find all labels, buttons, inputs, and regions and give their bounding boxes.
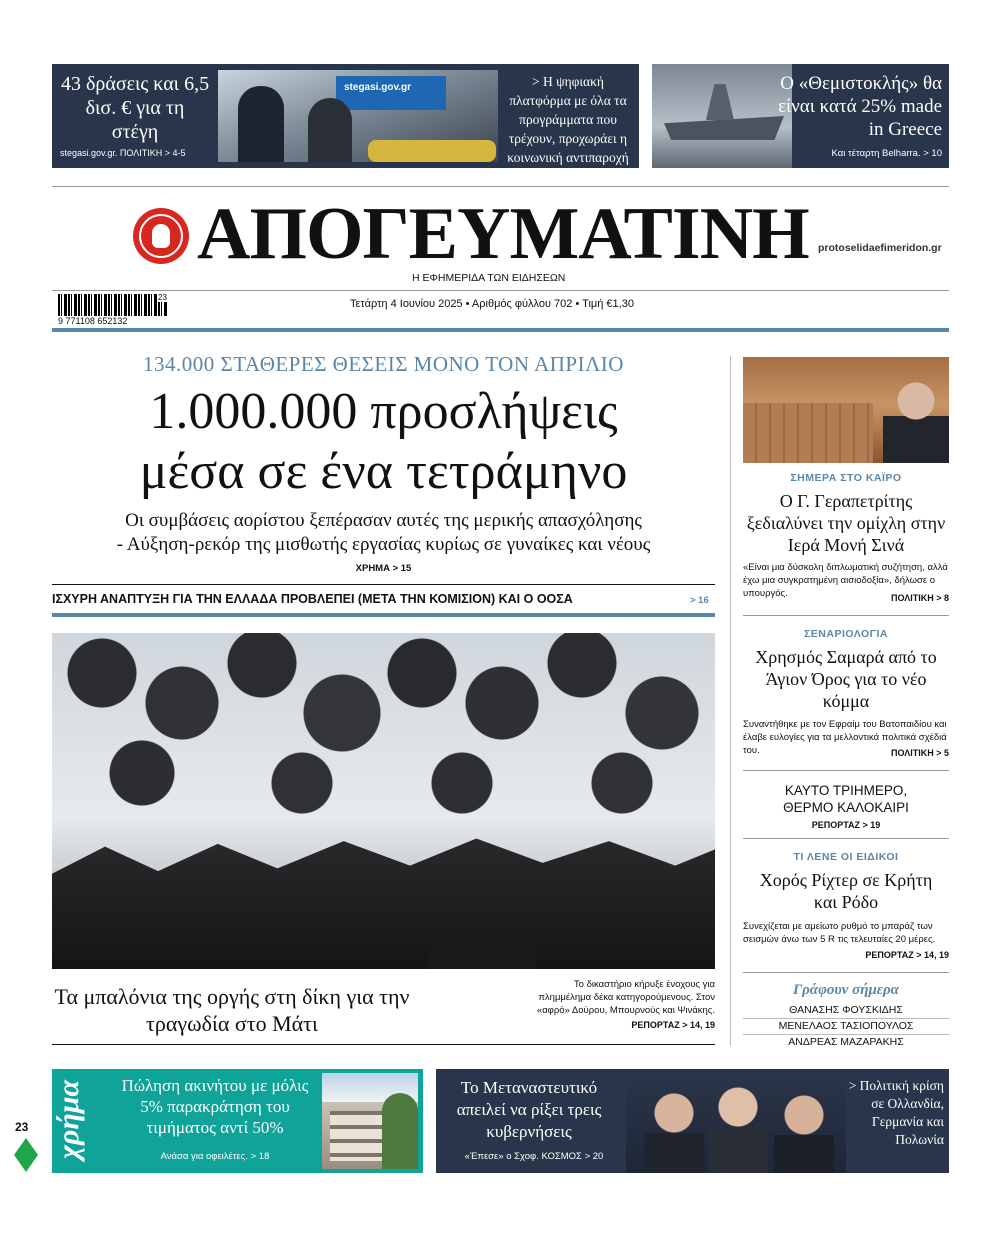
bottom-left-ref: Ανάσα για οφειλέτες. > 18 [160,1151,270,1162]
top-banner-left-footer: stegasi.gov.gr. ΠΟΛΙΤΙΚΗ > 4-5 [60,148,186,158]
masthead-watermark: protoselidaefimeridon.gr [818,242,942,254]
writer-name[interactable]: ΜΕΝΕΛΑΟΣ ΤΑΣΙΟΠΟΥΛΟΣ [778,1020,914,1032]
top-banner-right-footer: Και τέταρτη Belharra. > 10 [831,148,942,159]
masthead-subtitle: Η ΕΦΗΜΕΡΙΔΑ ΤΩΝ ΕΙΔΗΣΕΩΝ [412,272,566,284]
lead-strap-bottom-rule [52,613,715,617]
dateline: Τετάρτη 4 Ιουνίου 2025 • Αριθμός φύλλου 702 • Τιμή €1,30 [350,298,634,310]
frigate-mast [706,84,734,120]
writer-name[interactable]: ΘΑΝΑΣΗΣ ΦΟΥΣΚΙΔΗΣ [789,1004,903,1016]
leader-portrait [644,1087,704,1173]
balloons-photo[interactable] [52,633,715,969]
masthead-mid-rule [52,290,949,291]
crying-woman [427,929,537,969]
person-silhouette [238,86,284,162]
writers-title: Γράφουν σήμερα [793,982,899,998]
page-marker: 23 [15,1120,29,1134]
lead-ref[interactable]: ΧΡΗΜΑ > 15 [355,563,412,574]
barcode-issue: 23 [158,293,167,302]
top-banner-left-headline: 43 δράσεις και 6,5 δισ. € για τη στέγη [60,73,210,143]
sidebar-story3-headline-line2[interactable]: ΘΕΡΜΟ ΚΑΛΟΚΑΙΡΙ [783,800,909,815]
top-banner-right[interactable] [652,64,949,168]
stegasi-photo [218,70,498,162]
lead-strap-top-rule [52,584,715,585]
photo-story-caption: Το δικαστήριο κήρυξε ένοχους για πλημμέλημα δέκα κατηγορούμενους. Στον «αφρό» Δούρου, Μπουρνούς και Ψινάκης. [536,979,715,1016]
balloon-cluster [62,633,712,823]
bottom-right-headline: Το Μεταναστευτικό απειλεί να ρίξει τρεις κυβερνήσεις [456,1078,602,1141]
sidebar-story2-ref[interactable]: ΠΟΛΙΤΙΚΗ > 5 [890,748,949,758]
masthead-top-rule [52,186,949,187]
monastery-walls [743,403,873,463]
section-label-xrima: χρήμα [52,1079,85,1159]
bottom-banner-left[interactable] [52,1069,423,1173]
lead-strap-ref: > 16 [690,595,709,606]
writer-name[interactable]: ΑΝΔΡΕΑΣ ΜΑΖΑΡΑΚΗΣ [788,1036,904,1048]
photo-story-headline[interactable]: Τα μπαλόνια της οργής στη δίκη για την τραγωδία στο Μάτι [54,984,410,1036]
page-marker-diamond-icon [14,1138,38,1172]
sidebar-story1-kicker: ΣΗΜΕΡΑ ΣΤΟ ΚΑΪΡΟ [790,472,902,484]
writers-rule [743,1034,949,1035]
minister-portrait [883,371,949,463]
sidebar-story1-body: «Είναι μια δύσκολη διπλωματική συζήτηση, αλλά έχω μια συγκρατημένη αισιοδοξία», δήλωσε ο υπουργός. [743,562,948,599]
masthead-logo-icon [133,208,189,264]
sidebar-story3-headline-line1[interactable]: ΚΑΥΤΟ ΤΡΙΗΜΕΡΟ, [784,783,908,798]
sidebar-story4-kicker: ΤΙ ΛΕΝΕ ΟΙ ΕΙΔΙΚΟΙ [793,851,899,863]
top-banner-left[interactable] [52,64,639,168]
sidebar-story2-headline[interactable]: Χρησμός Σαμαρά από το Άγιον Όρος για το νέο κόμμα [755,647,937,711]
sidebar-story2-kicker: ΣΕΝΑΡΙΟΛΟΓΙΑ [804,628,888,640]
leader-portrait [774,1089,834,1173]
sinai-photo[interactable] [743,357,949,463]
sidebar-story3-ref[interactable]: ΡΕΠΟΡΤΑΖ > 19 [811,820,881,830]
sidebar-story4-body: Συνεχίζεται με αμείωτο ρυθμό το μπαράζ των σεισμών άνω των 5 R τις τελευταίες 20 μέρες. [743,921,936,945]
barcode [58,294,168,316]
sidebar-rule-1 [743,615,949,616]
building-photo [322,1073,418,1169]
sidebar-story2-body: Συναντήθηκε με τον Εφραίμ του Βατοπαιδίου και έλαβε ευλογίες για τα μελλοντικά πολιτικά σχέδιά του. [743,719,947,756]
masthead-title: ΑΠΟΓΕΥΜΑΤΙΝΗ [197,193,809,275]
sidebar-rule-2 [743,770,949,771]
bottom-right-side-text: > Πολιτική κρίση σε Ολλανδία, Γερμανία και Πολωνία [848,1078,944,1147]
writers-rule [743,1018,949,1019]
sidebar-story4-ref[interactable]: ΡΕΠΟΡΤΑΖ > 14, 19 [865,950,949,960]
top-banner-right-headline: Ο «Θεμιστοκλής» θα είναι κατά 25% made in Greece [778,73,942,140]
lead-deck-line2: - Αύξηση-ρεκόρ της μισθωτής εργασίας κυρίως σε γυναίκες και νέους [116,534,651,555]
bottom-banner-right[interactable] [436,1069,949,1173]
crowd [52,833,715,969]
sidebar-divider [730,356,731,1046]
sidebar-rule-3 [743,838,949,839]
photo-screen [336,76,446,110]
bottom-left-headline: Πώληση ακινήτου με μόλις 5% παρακράτηση του τιμήματος αντί 50% [121,1076,309,1137]
sidebar-story4-headline[interactable]: Χορός Ρίχτερ σε Κρήτη και Ρόδο [759,870,933,912]
person-silhouette [308,98,352,162]
lead-headline-line2[interactable]: μέσα σε ένα τετράμηνο [139,443,628,500]
photo-story-bottom-rule [52,1044,715,1045]
sidebar-story1-headline[interactable]: Ο Γ. Γεραπετρίτης ξεδιαλύνει την ομίχλη στην Ιερά Μονή Σινά [746,491,946,555]
leaders-photo [626,1081,846,1173]
lead-deck-line1: Οι συμβάσεις αορίστου ξεπέρασαν αυτές της μερικής απασχόλησης [125,510,642,531]
photo-screen-text: stegasi.gov.gr [344,82,412,93]
sidebar-rule-4 [743,972,949,973]
masthead-bottom-rule [52,328,949,332]
owl-icon [152,224,170,248]
lead-headline-line1[interactable]: 1.000.000 προσλήψεις [149,383,618,440]
sidebar-story1-ref[interactable]: ΠΟΛΙΤΙΚΗ > 8 [890,593,949,603]
leader-portrait [708,1081,768,1173]
barcode-number: 9 771108 652132 [58,316,128,326]
lead-strap[interactable]: ΙΣΧΥΡΗ ΑΝΑΠΤΥΞΗ ΓΙΑ ΤΗΝ ΕΛΛΑΔΑ ΠΡΟΒΛΕΠΕΙ (ΜΕΤΑ ΤΗΝ ΚΟΜΙΣΙΟΝ) ΚΑΙ Ο ΟΟΣΑ [52,592,573,606]
trees [382,1093,418,1169]
bottom-right-ref: «Έπεσε» ο Σχοφ. ΚΟΣΜΟΣ > 20 [464,1151,604,1162]
lead-kicker: 134.000 ΣΤΑΘΕΡΕΣ ΘΕΣΕΙΣ ΜΟΝΟ ΤΟΝ ΑΠΡΙΛΙΟ [143,352,624,376]
flowers-decoration [368,140,496,162]
top-banner-left-side-text: > Η ψηφιακή πλατφόρμα με όλα τα προγράμματα που τρέχουν, προχωράει η κοινωνική αντιπαροχή [507,74,629,165]
photo-story-ref[interactable]: ΡΕΠΟΡΤΑΖ > 14, 19 [631,1020,715,1030]
